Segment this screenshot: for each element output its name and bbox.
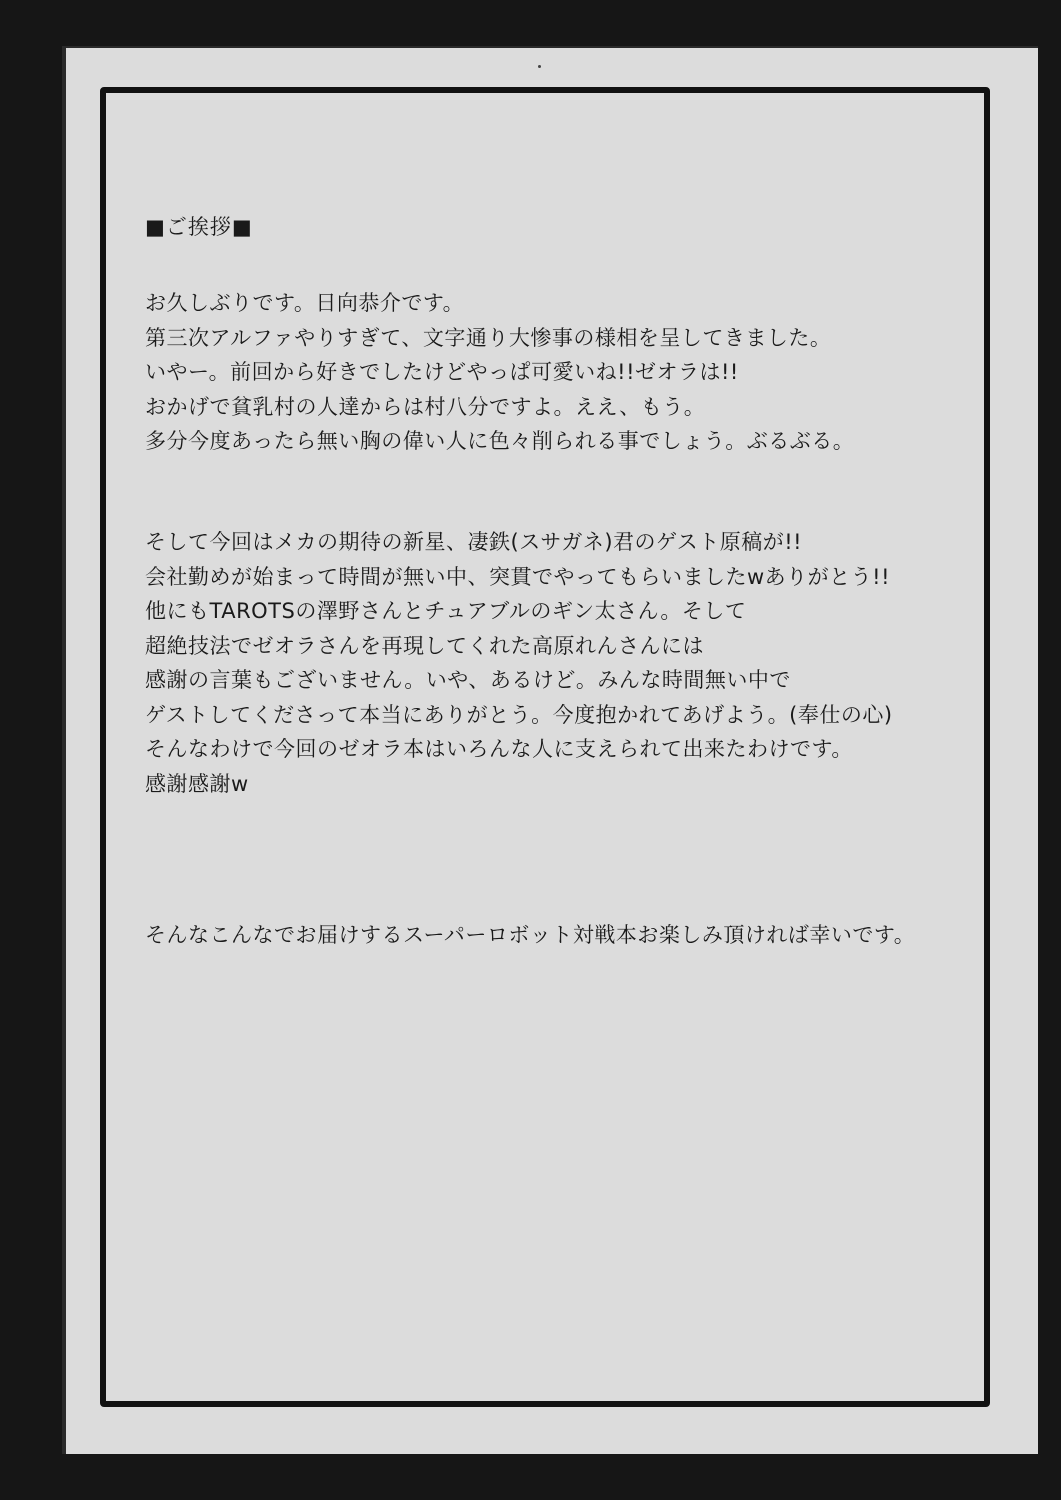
text-line: 他にもTAROTSの澤野さんとチュアブルのギン太さん。そして (145, 599, 747, 623)
text-line: お久しぶりです。日向恭介です。 (145, 291, 465, 315)
paragraph-intro (145, 286, 854, 459)
paragraph-closing (145, 918, 915, 953)
text-line: そんなこんなでお届けするスーパーロボット対戦本お楽しみ頂ければ幸いです。 (145, 923, 916, 947)
text-line: 感謝感謝w (145, 771, 249, 796)
text-line: 超絶技法でゼオラさんを再現してくれた高原れんさんには (145, 633, 704, 658)
text-line: 会社勤めが始まって時間が無い中、突貫でやってもらいましたwありがとう!! (145, 564, 891, 589)
text-line: そして今回はメカの期待の新星、凄鉄(スサガネ)君のゲスト原稿が!! (145, 530, 803, 554)
text-line: 第三次アルファやりすぎて、文字通り大惨事の様相を呈してきました。 (145, 325, 832, 350)
text-line: ゲストしてくださって本当にありがとう。今度抱かれてあげよう。(奉仕の心) (145, 702, 893, 727)
text-line: おかげで貧乳村の人達からは村八分ですよ。ええ、もう。 (145, 394, 706, 419)
paper-speck (538, 65, 541, 68)
text-line: 多分今度あったら無い胸の偉い人に色々削られる事でしょう。ぶるぶる。 (145, 429, 855, 453)
greeting-heading: ■ご挨拶■ (145, 215, 253, 239)
text-line: そんなわけで今回のゼオラ本はいろんな人に支えられて出来たわけです。 (145, 737, 853, 761)
paragraph-thanks (145, 525, 893, 801)
text-line: 感謝の言葉もございません。いや、あるけど。みんな時間無い中で (145, 668, 791, 692)
text-line: いやー。前回から好きでしたけどやっぱ可愛いね!!ゼオラは!! (145, 360, 739, 384)
